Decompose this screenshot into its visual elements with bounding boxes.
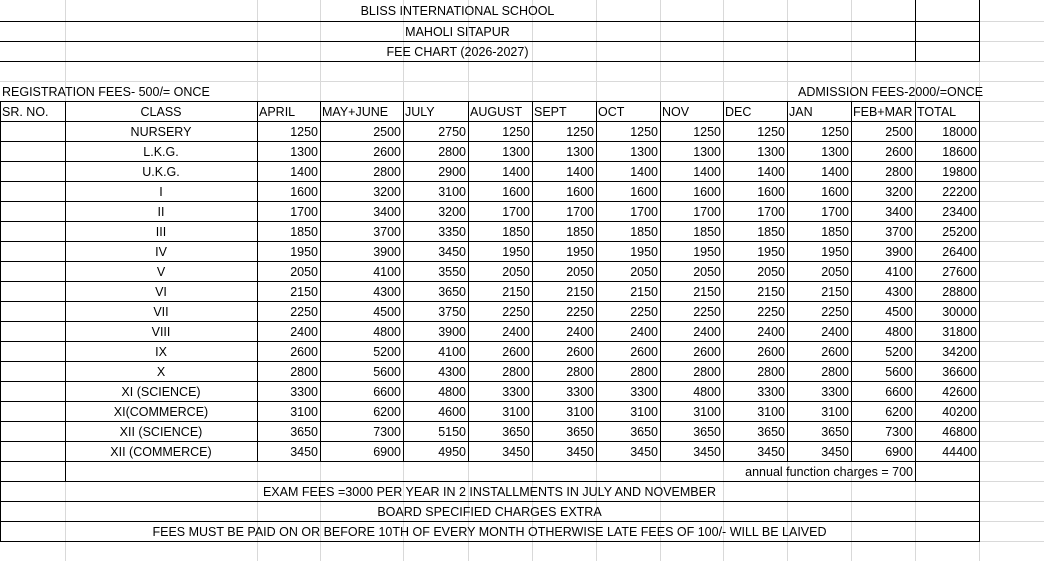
fee-cell: 3300	[821, 385, 849, 399]
fee-cell: 1250	[290, 125, 318, 139]
title-border	[916, 61, 979, 62]
school-location: MAHOLI SITAPUR	[405, 25, 510, 39]
table-border-vertical	[0, 461, 1, 481]
table-border-horizontal	[0, 141, 980, 142]
fee-cell: 1850	[566, 225, 594, 239]
total-cell: 19800	[942, 165, 977, 179]
title-border	[915, 0, 916, 62]
fee-cell: 1400	[630, 165, 658, 179]
fee-cell: 3100	[693, 405, 721, 419]
table-border-horizontal	[0, 461, 980, 462]
fee-cell: 2800	[373, 165, 401, 179]
fee-cell: 7300	[885, 425, 913, 439]
fee-cell: 2600	[373, 145, 401, 159]
fee-cell: 1850	[757, 225, 785, 239]
fee-cell: 3300	[502, 385, 530, 399]
fee-cell: 1700	[566, 205, 594, 219]
fee-cell: 1400	[821, 165, 849, 179]
fee-cell: 1600	[566, 185, 594, 199]
fee-cell: 2250	[630, 305, 658, 319]
fee-cell: 1600	[502, 185, 530, 199]
fee-cell: 5600	[885, 365, 913, 379]
notes-border-vertical	[0, 481, 1, 542]
fee-cell: 2050	[630, 265, 658, 279]
table-border-horizontal	[0, 441, 980, 442]
fee-cell: 1850	[630, 225, 658, 239]
fee-cell: 3300	[566, 385, 594, 399]
fee-cell: 1250	[566, 125, 594, 139]
fee-cell: 6900	[373, 445, 401, 459]
fee-cell: 1950	[693, 245, 721, 259]
notes-border-horizontal	[0, 541, 980, 542]
class-name: XII (SCIENCE)	[119, 425, 203, 439]
fee-cell: 2050	[821, 265, 849, 279]
fee-cell: 3450	[821, 445, 849, 459]
fee-cell: 3650	[757, 425, 785, 439]
total-cell: 28800	[942, 285, 977, 299]
header-oct: OCT	[598, 105, 625, 119]
fee-cell: 5150	[438, 425, 466, 439]
fee-cell: 3650	[566, 425, 594, 439]
total-cell: 18000	[942, 125, 977, 139]
title-border	[979, 0, 980, 62]
fee-cell: 1300	[502, 145, 530, 159]
fee-cell: 2150	[693, 285, 721, 299]
header-sr-no: SR. NO.	[2, 105, 49, 119]
fee-cell: 1700	[821, 205, 849, 219]
fee-cell: 4300	[438, 365, 466, 379]
fee-cell: 2900	[438, 165, 466, 179]
fee-cell: 3450	[438, 245, 466, 259]
fee-cell: 2050	[502, 265, 530, 279]
fee-cell: 1850	[290, 225, 318, 239]
class-name: XII (COMMERCE)	[110, 445, 212, 459]
fee-cell: 1950	[757, 245, 785, 259]
class-name: II	[157, 205, 165, 219]
table-border-horizontal	[0, 421, 980, 422]
fee-cell: 3750	[438, 305, 466, 319]
fee-cell: 1950	[566, 245, 594, 259]
table-border-horizontal	[0, 321, 980, 322]
fee-cell: 1250	[757, 125, 785, 139]
fee-cell: 2600	[502, 345, 530, 359]
class-name: VII	[153, 305, 169, 319]
fee-cell: 3100	[566, 405, 594, 419]
fee-cell: 1700	[502, 205, 530, 219]
fee-cell: 3100	[290, 405, 318, 419]
total-cell: 40200	[942, 405, 977, 419]
fee-cell: 2250	[566, 305, 594, 319]
class-name: V	[156, 265, 166, 279]
fee-cell: 3650	[438, 285, 466, 299]
fee-cell: 1600	[290, 185, 318, 199]
table-border-horizontal	[0, 301, 980, 302]
notes-border-vertical	[979, 481, 980, 542]
fee-cell: 3900	[885, 245, 913, 259]
fee-cell: 3200	[438, 205, 466, 219]
exam-fees-note: EXAM FEES =3000 PER YEAR IN 2 INSTALLMENTS IN JULY AND NOVEMBER	[262, 485, 717, 499]
fee-cell: 4100	[373, 265, 401, 279]
class-name: L.K.G.	[143, 145, 179, 159]
fee-cell: 2500	[373, 125, 401, 139]
fee-cell: 3650	[630, 425, 658, 439]
fee-cell: 3900	[373, 245, 401, 259]
fee-cell: 1600	[630, 185, 658, 199]
total-cell: 36600	[942, 365, 977, 379]
fee-cell: 3650	[821, 425, 849, 439]
fee-cell: 2150	[290, 285, 318, 299]
table-border-vertical	[979, 461, 980, 481]
header-july: JULY	[405, 105, 435, 119]
fee-cell: 2500	[885, 125, 913, 139]
fee-cell: 3100	[630, 405, 658, 419]
fee-cell: 2400	[693, 325, 721, 339]
fee-cell: 6900	[885, 445, 913, 459]
fee-cell: 3200	[373, 185, 401, 199]
fee-chart-title: FEE CHART (2026-2027)	[386, 45, 529, 59]
fee-cell: 3400	[885, 205, 913, 219]
fee-cell: 3300	[290, 385, 318, 399]
fee-cell: 1850	[502, 225, 530, 239]
total-cell: 25200	[942, 225, 977, 239]
total-cell: 31800	[942, 325, 977, 339]
class-name: IV	[155, 245, 167, 259]
class-name: XI (SCIENCE)	[121, 385, 201, 399]
class-name: III	[155, 225, 167, 239]
fee-cell: 2050	[693, 265, 721, 279]
fee-cell: 3100	[438, 185, 466, 199]
fee-cell: 3450	[566, 445, 594, 459]
fee-cell: 6200	[885, 405, 913, 419]
title-border	[0, 41, 916, 42]
fee-cell: 1300	[821, 145, 849, 159]
fee-cell: 2600	[693, 345, 721, 359]
fee-cell: 3350	[438, 225, 466, 239]
notes-border-horizontal	[0, 501, 980, 502]
fee-cell: 1400	[290, 165, 318, 179]
fee-cell: 1850	[821, 225, 849, 239]
fee-cell: 2800	[757, 365, 785, 379]
fee-cell: 3450	[693, 445, 721, 459]
fee-cell: 3650	[693, 425, 721, 439]
fee-cell: 3300	[757, 385, 785, 399]
fee-cell: 4800	[885, 325, 913, 339]
fee-cell: 5200	[885, 345, 913, 359]
fee-cell: 3650	[502, 425, 530, 439]
fee-cell: 1700	[757, 205, 785, 219]
fee-cell: 1300	[630, 145, 658, 159]
total-cell: 18600	[942, 145, 977, 159]
fee-cell: 2600	[821, 345, 849, 359]
fee-cell: 2600	[566, 345, 594, 359]
fee-cell: 2150	[821, 285, 849, 299]
total-cell: 30000	[942, 305, 977, 319]
fee-cell: 3100	[502, 405, 530, 419]
fee-cell: 4950	[438, 445, 466, 459]
fee-cell: 4100	[438, 345, 466, 359]
fee-cell: 2150	[566, 285, 594, 299]
fee-cell: 3100	[757, 405, 785, 419]
title-border	[916, 21, 979, 22]
header-may-june: MAY+JUNE	[322, 105, 389, 119]
registration-fees: REGISTRATION FEES- 500/= ONCE	[2, 85, 210, 99]
fee-cell: 1400	[757, 165, 785, 179]
annual-function-charges: annual function charges = 700	[745, 465, 913, 479]
table-border-horizontal	[0, 221, 980, 222]
table-border-horizontal	[0, 121, 980, 122]
fee-cell: 1300	[693, 145, 721, 159]
fee-cell: 2600	[757, 345, 785, 359]
table-border-horizontal	[0, 401, 980, 402]
fee-cell: 2400	[502, 325, 530, 339]
fee-cell: 2050	[290, 265, 318, 279]
fee-cell: 1950	[821, 245, 849, 259]
fee-cell: 4800	[693, 385, 721, 399]
fee-cell: 3400	[373, 205, 401, 219]
table-border-horizontal	[0, 101, 980, 102]
total-cell: 23400	[942, 205, 977, 219]
fee-cell: 3650	[290, 425, 318, 439]
fee-cell: 1600	[693, 185, 721, 199]
fee-cell: 2800	[885, 165, 913, 179]
fee-cell: 3300	[630, 385, 658, 399]
table-border-horizontal	[0, 381, 980, 382]
fee-cell: 1250	[821, 125, 849, 139]
fee-cell: 2800	[290, 365, 318, 379]
header-april: APRIL	[259, 105, 296, 119]
fee-cell: 1400	[502, 165, 530, 179]
board-charges-note: BOARD SPECIFIED CHARGES EXTRA	[377, 505, 602, 519]
table-border-horizontal	[0, 241, 980, 242]
fee-cell: 4300	[373, 285, 401, 299]
title-border	[0, 61, 916, 62]
fee-cell: 3200	[885, 185, 913, 199]
fee-cell: 1850	[693, 225, 721, 239]
fee-cell: 3450	[290, 445, 318, 459]
fee-cell: 1300	[290, 145, 318, 159]
table-border-horizontal	[0, 261, 980, 262]
class-name: NURSERY	[130, 125, 192, 139]
fee-cell: 2800	[438, 145, 466, 159]
fee-cell: 3100	[821, 405, 849, 419]
table-border-vertical	[915, 461, 916, 481]
total-cell: 34200	[942, 345, 977, 359]
class-name: U.K.G.	[142, 165, 180, 179]
fee-cell: 3900	[438, 325, 466, 339]
fee-cell: 1250	[630, 125, 658, 139]
notes-border-horizontal	[0, 521, 980, 522]
fee-cell: 2250	[821, 305, 849, 319]
fee-cell: 2250	[693, 305, 721, 319]
fee-cell: 1300	[566, 145, 594, 159]
header-nov: NOV	[662, 105, 690, 119]
fee-cell: 1700	[630, 205, 658, 219]
fee-cell: 2400	[757, 325, 785, 339]
fee-cell: 2150	[502, 285, 530, 299]
title-border	[0, 21, 916, 22]
header-august: AUGUST	[470, 105, 523, 119]
fee-cell: 2800	[821, 365, 849, 379]
header-sept: SEPT	[534, 105, 567, 119]
fee-cell: 1950	[630, 245, 658, 259]
fee-cell: 1400	[566, 165, 594, 179]
fee-cell: 1300	[757, 145, 785, 159]
fee-cell: 3450	[502, 445, 530, 459]
fee-cell: 6600	[373, 385, 401, 399]
fee-cell: 2800	[630, 365, 658, 379]
total-cell: 44400	[942, 445, 977, 459]
notes-border-horizontal	[0, 481, 980, 482]
fee-cell: 2400	[566, 325, 594, 339]
table-border-horizontal	[0, 281, 980, 282]
admission-fees: ADMISSION FEES-2000/=ONCE	[798, 85, 984, 99]
total-cell: 46800	[942, 425, 977, 439]
class-name: X	[156, 365, 166, 379]
fee-cell: 2400	[821, 325, 849, 339]
fee-cell: 4100	[885, 265, 913, 279]
fee-cell: 1950	[502, 245, 530, 259]
fee-cell: 1250	[502, 125, 530, 139]
late-fees-note: FEES MUST BE PAID ON OR BEFORE 10TH OF EVERY MONTH OTHERWISE LATE FEES OF 100/- WILL BE LAIVED	[152, 525, 827, 539]
fee-cell: 1600	[757, 185, 785, 199]
fee-cell: 2600	[290, 345, 318, 359]
fee-cell: 2800	[502, 365, 530, 379]
fee-cell: 4300	[885, 285, 913, 299]
fee-cell: 2150	[630, 285, 658, 299]
class-name: XI(COMMERCE)	[113, 405, 209, 419]
fee-cell: 6600	[885, 385, 913, 399]
header-dec: DEC	[725, 105, 752, 119]
fee-cell: 2600	[885, 145, 913, 159]
fee-cell: 4600	[438, 405, 466, 419]
fee-cell: 4800	[373, 325, 401, 339]
fee-cell: 3550	[438, 265, 466, 279]
fee-cell: 2250	[757, 305, 785, 319]
total-cell: 42600	[942, 385, 977, 399]
fee-cell: 3700	[885, 225, 913, 239]
fee-cell: 1250	[693, 125, 721, 139]
table-border-horizontal	[0, 341, 980, 342]
fee-cell: 7300	[373, 425, 401, 439]
fee-cell: 3450	[630, 445, 658, 459]
fee-cell: 3450	[757, 445, 785, 459]
header-jan: JAN	[789, 105, 813, 119]
fee-cell: 1700	[693, 205, 721, 219]
fee-cell: 3700	[373, 225, 401, 239]
class-name: IX	[155, 345, 167, 359]
fee-cell: 4500	[373, 305, 401, 319]
fee-cell: 2800	[693, 365, 721, 379]
fee-cell: 2050	[757, 265, 785, 279]
header-total: TOTAL	[917, 105, 957, 119]
total-cell: 22200	[942, 185, 977, 199]
header-feb-mar: FEB+MAR	[853, 105, 913, 119]
table-border-vertical	[65, 461, 66, 481]
fee-cell: 2800	[566, 365, 594, 379]
school-name: BLISS INTERNATIONAL SCHOOL	[360, 4, 555, 18]
fee-cell: 4500	[885, 305, 913, 319]
fee-cell: 2400	[290, 325, 318, 339]
fee-cell: 2400	[630, 325, 658, 339]
fee-cell: 1400	[693, 165, 721, 179]
total-cell: 27600	[942, 265, 977, 279]
class-name: VI	[155, 285, 167, 299]
fee-cell: 1950	[290, 245, 318, 259]
fee-cell: 2150	[757, 285, 785, 299]
class-name: I	[159, 185, 163, 199]
fee-cell: 5600	[373, 365, 401, 379]
fee-cell: 2250	[502, 305, 530, 319]
fee-cell: 2250	[290, 305, 318, 319]
fee-cell: 5200	[373, 345, 401, 359]
fee-cell: 2600	[630, 345, 658, 359]
fee-cell: 1600	[821, 185, 849, 199]
fee-cell: 2750	[438, 125, 466, 139]
fee-cell: 2050	[566, 265, 594, 279]
table-border-horizontal	[0, 161, 980, 162]
fee-cell: 1700	[290, 205, 318, 219]
table-border-horizontal	[0, 201, 980, 202]
total-cell: 26400	[942, 245, 977, 259]
fee-cell: 6200	[373, 405, 401, 419]
fee-cell: 4800	[438, 385, 466, 399]
class-name: VIII	[151, 325, 171, 339]
table-border-horizontal	[0, 361, 980, 362]
header-class: CLASS	[140, 105, 182, 119]
table-border-horizontal	[0, 181, 980, 182]
title-border	[916, 41, 979, 42]
